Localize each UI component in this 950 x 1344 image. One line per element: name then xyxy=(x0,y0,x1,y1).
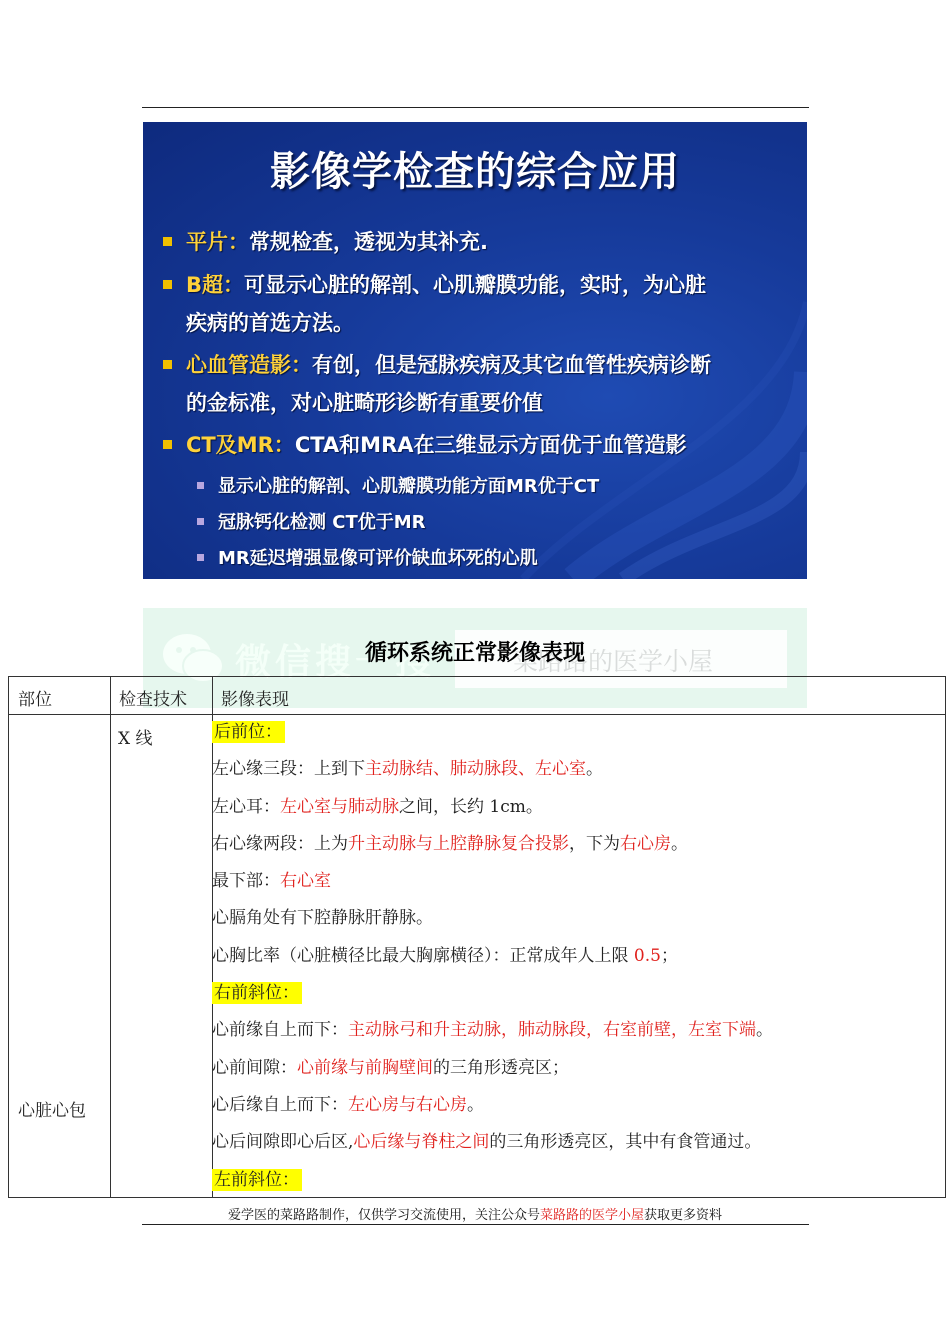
table-column-divider xyxy=(110,677,111,1197)
table-cell-technique: X 线 xyxy=(118,729,153,749)
finding-text: 之间，长约 1cm。 xyxy=(399,796,543,817)
finding-line xyxy=(212,789,773,826)
finding-text: 心后间隙即心后区, xyxy=(212,1132,354,1153)
highlighted-term: 主动脉结、肺动脉段、左心室 xyxy=(365,759,586,780)
square-bullet-icon xyxy=(163,280,172,289)
slide-title: 影像学检查的综合应用 xyxy=(270,149,680,195)
finding-line xyxy=(212,1050,773,1087)
slide-bullet xyxy=(163,426,687,464)
table-header-technique: 检查技术 xyxy=(119,690,187,710)
subbullet-text: 显示心脏的解剖、心肌瓣膜功能方面MR优于CT xyxy=(218,476,600,497)
bullet-text: CTA和MRA在三维显示方面优于血管造影 xyxy=(294,433,687,457)
finding-line xyxy=(212,714,773,751)
finding-text: 左心耳： xyxy=(212,796,280,817)
square-subbullet-icon xyxy=(197,518,204,525)
table-header-findings: 影像表现 xyxy=(221,690,289,710)
view-heading: 后前位： xyxy=(212,721,285,743)
finding-line xyxy=(212,1124,773,1161)
footer-account-name: 菜路路的医学小屋 xyxy=(539,1208,644,1223)
subbullet-text: 冠脉钙化检测 CT优于MR xyxy=(218,512,426,533)
finding-text: 心膈角处有下腔静脉肝静脉。 xyxy=(212,908,433,929)
subbullet-text: MR延迟增强显像可评价缺血坏死的心肌 xyxy=(218,548,538,569)
finding-text: 。 xyxy=(586,759,603,780)
bullet-key: CT及MR： xyxy=(186,433,295,457)
highlighted-term: 右心室 xyxy=(280,871,331,892)
bullet-text: 可显示心脏的解剖、心肌瓣膜功能，实时，为心脏 xyxy=(244,273,707,297)
watermark-account-name: 菜路路的医学小屋 xyxy=(513,647,714,676)
finding-line xyxy=(212,900,773,937)
bullet-text: 有创，但是冠脉疾病及其它血管性疾病诊断 xyxy=(312,353,711,377)
bullet-continuation: 的金标准，对心脏畸形诊断有重要价值 xyxy=(186,391,543,415)
finding-text: 的三角形透亮区； xyxy=(433,1057,569,1078)
slide-bullet xyxy=(163,223,488,261)
lecture-slide xyxy=(143,122,807,579)
bullet-key: 心血管造影： xyxy=(186,353,312,377)
finding-line xyxy=(212,863,773,900)
view-heading: 左前斜位： xyxy=(212,1169,302,1191)
finding-text: 。 xyxy=(467,1094,484,1115)
highlighted-term: 主动脉弓和升主动脉，肺动脉段，右室前壁，左室下端 xyxy=(348,1020,756,1041)
finding-text: 心胸比率（心脏横径比最大胸廓横径）：正常成年人上限 xyxy=(212,945,634,966)
finding-line xyxy=(212,975,773,1012)
footer-rule xyxy=(142,1224,809,1225)
finding-text: ，下为 xyxy=(569,833,620,854)
square-subbullet-icon xyxy=(197,554,204,561)
finding-line xyxy=(212,1162,773,1199)
findings-list xyxy=(212,714,773,1199)
square-bullet-icon xyxy=(163,440,172,449)
bullet-continuation: 疾病的首选方法。 xyxy=(186,311,354,335)
finding-line xyxy=(212,1012,773,1049)
bullet-key: 平片： xyxy=(186,230,249,254)
highlighted-term: 右心房 xyxy=(620,833,671,854)
finding-text: 右心缘两段：上为 xyxy=(212,833,348,854)
highlighted-term: 升主动脉与上腔静脉复合投影 xyxy=(348,833,569,854)
highlighted-term: 左心房与右心房 xyxy=(348,1094,467,1115)
bullet-text: 常规检查，透视为其补充. xyxy=(249,230,488,254)
slide-subbullet xyxy=(197,508,426,534)
watermark-text: 微信搜一搜 xyxy=(235,642,436,683)
highlighted-term: 心前缘与前胸壁间 xyxy=(297,1057,433,1078)
slide-bullet xyxy=(163,266,706,342)
highlighted-term: 心后缘与脊柱之间 xyxy=(353,1132,490,1153)
finding-text: 心后缘自上而下： xyxy=(212,1094,348,1115)
slide-subbullet xyxy=(197,472,599,498)
highlighted-term: 0.5 xyxy=(633,945,661,966)
finding-text: 的三角形透亮区，其中有食管通过。 xyxy=(489,1132,762,1153)
square-bullet-icon xyxy=(163,360,172,369)
square-subbullet-icon xyxy=(197,482,204,489)
finding-text: ； xyxy=(660,945,678,966)
header-rule xyxy=(142,107,809,108)
slide-subbullet xyxy=(197,544,538,570)
section-title: 循环系统正常影像表现 xyxy=(364,640,585,666)
finding-text: 左心缘三段：上到下 xyxy=(212,759,365,780)
finding-text: 最下部： xyxy=(212,871,280,892)
bullet-key: B超： xyxy=(186,273,245,297)
footer-text-end: 获取更多资料 xyxy=(644,1208,723,1223)
finding-line xyxy=(212,1087,773,1124)
finding-text: 。 xyxy=(756,1020,773,1041)
finding-line xyxy=(212,826,773,863)
finding-text: 。 xyxy=(671,833,688,854)
slide-bullet xyxy=(163,346,711,422)
table-cell-part: 心脏心包 xyxy=(18,1101,86,1121)
page-footer xyxy=(0,1204,950,1223)
highlighted-term: 左心室与肺动脉 xyxy=(280,796,399,817)
finding-line xyxy=(212,751,773,788)
finding-text: 心前间隙： xyxy=(212,1057,297,1078)
view-heading: 右前斜位： xyxy=(212,982,302,1004)
footer-text: 爱学医的菜路路制作，仅供学习交流使用，关注公众号 xyxy=(227,1208,540,1223)
square-bullet-icon xyxy=(163,237,172,246)
finding-line xyxy=(212,938,773,975)
finding-text: 心前缘自上而下： xyxy=(212,1020,348,1041)
table-header-part: 部位 xyxy=(18,690,52,710)
